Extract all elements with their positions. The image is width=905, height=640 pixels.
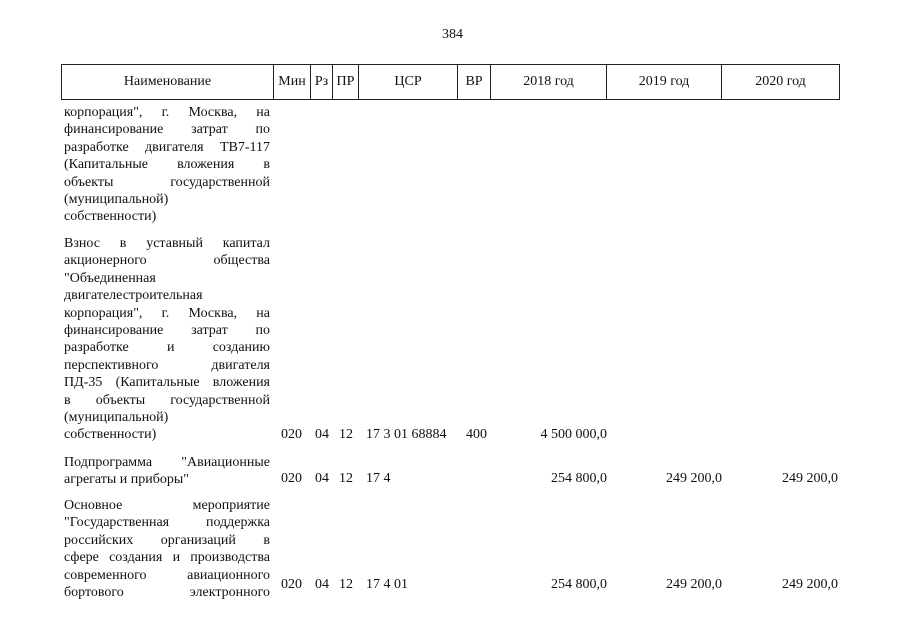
- row-name-line: российских организаций в: [64, 532, 270, 548]
- cell-csr: 17 3 01 68884: [366, 427, 447, 442]
- cell-pr: 12: [339, 471, 353, 486]
- row-name-line: Взнос в уставный капитал: [64, 236, 270, 251]
- header-2019: 2019 год: [607, 65, 722, 99]
- row-name-line: Основное мероприятие: [64, 498, 270, 513]
- table-row: [61, 235, 840, 445]
- row-name-line: "Объединенная: [64, 270, 156, 286]
- cell-pr: 12: [339, 577, 353, 592]
- header-2020: 2020 год: [755, 74, 806, 89]
- cell-pr: 12: [339, 427, 353, 442]
- row-name: [64, 104, 270, 226]
- table-row: [61, 454, 840, 490]
- row-name-line: в объекты государственной: [64, 392, 270, 408]
- cell-2019: 249 200,0: [666, 577, 722, 592]
- header-vr: ВР: [458, 65, 491, 99]
- cell-rz: 04: [315, 427, 329, 442]
- cell-rz: 04: [315, 471, 329, 486]
- header-rz: Рз: [311, 65, 333, 99]
- cell-2018: 254 800,0: [551, 471, 607, 486]
- page-number: 384: [442, 27, 463, 42]
- cell-2020: 249 200,0: [782, 471, 838, 486]
- cell-min: 020: [281, 471, 302, 486]
- row-name-line: двигателестроительная: [64, 288, 203, 304]
- row-name-line: сфере создания и производства: [64, 550, 270, 566]
- cell-2018: 254 800,0: [551, 577, 607, 592]
- row-name-line: собственности): [64, 427, 157, 443]
- table-row: [61, 104, 840, 226]
- header-name: Наименование: [62, 65, 274, 99]
- table-row: [61, 497, 840, 603]
- row-name-line: объекты государственной: [64, 174, 270, 190]
- header-csr: ЦСР: [359, 65, 458, 99]
- row-name-line: "Государственная поддержка: [64, 515, 270, 531]
- table-header: [61, 64, 840, 100]
- row-name-line: перспективного двигателя: [64, 357, 270, 373]
- row-name-line: разработке и созданию: [64, 340, 270, 356]
- row-name-line: ПД-35 (Капитальные вложения: [64, 375, 270, 391]
- cell-csr: 17 4 01: [366, 577, 408, 592]
- row-name-line: корпорация", г. Москва, на: [64, 305, 270, 321]
- row-name-line: современного авиационного: [64, 567, 270, 583]
- cell-2020: 249 200,0: [782, 577, 838, 592]
- row-name-line: (Капитальные вложения в: [64, 157, 270, 173]
- row-name-line: собственности): [64, 209, 157, 225]
- row-name: [64, 497, 270, 601]
- cell-2018: 4 500 000,0: [540, 427, 607, 442]
- header-2018: 2018 год: [491, 65, 607, 99]
- row-name-line: разработке двигателя ТВ7-117: [64, 139, 270, 155]
- row-name-line: акционерного общества: [64, 253, 270, 269]
- cell-min: 020: [281, 577, 302, 592]
- row-name-line: (муниципальной): [64, 410, 169, 426]
- cell-vr: 400: [466, 427, 487, 442]
- header-pr: ПР: [333, 65, 359, 99]
- row-name-line: (муниципальной): [64, 192, 169, 208]
- row-name-line: финансирование затрат по: [64, 122, 270, 138]
- row-name-line: бортового электронного: [64, 585, 270, 601]
- row-name: [64, 454, 270, 489]
- cell-2019: 249 200,0: [666, 471, 722, 486]
- row-name-line: агрегаты и приборы": [64, 472, 190, 488]
- row-name: [64, 235, 270, 444]
- row-name-line: финансирование затрат по: [64, 323, 270, 339]
- cell-min: 020: [281, 427, 302, 442]
- row-name-line: корпорация", г. Москва, на: [64, 105, 270, 120]
- cell-csr: 17 4: [366, 471, 391, 486]
- header-min: Мин: [274, 65, 311, 99]
- row-name-line: Подпрограмма "Авиационные: [64, 455, 270, 470]
- cell-rz: 04: [315, 577, 329, 592]
